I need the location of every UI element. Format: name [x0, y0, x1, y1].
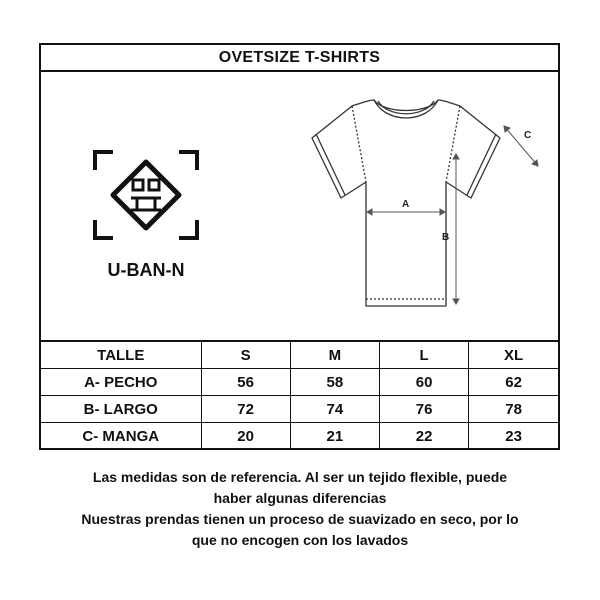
note-care: Nuestras prendas tienen un proceso de suavizado en seco, por lo que no encogen con los lavados — [81, 511, 519, 548]
table-cell: 60 — [380, 369, 469, 396]
table-cell: 62 — [469, 369, 558, 396]
dimension-c-label: C — [524, 130, 532, 141]
uban-logo-icon — [95, 152, 197, 238]
table-cell: 23 — [469, 423, 558, 450]
t-shirt-outline-icon — [266, 94, 556, 326]
dimension-a-label: A — [402, 199, 410, 210]
table-header-cell: S — [201, 342, 290, 369]
brand-logo — [91, 146, 201, 296]
dimension-b-label: B — [442, 232, 450, 243]
logo-text: U-BAN-N — [107, 260, 185, 280]
table-cell: 74 — [290, 396, 379, 423]
table-cell: 22 — [380, 423, 469, 450]
chart-title: OVETSIZE T-SHIRTS — [41, 45, 558, 72]
table-row — [41, 423, 558, 450]
row-label: A- PECHO — [41, 369, 201, 396]
table-header-cell: XL — [469, 342, 558, 369]
table-header-cell: L — [380, 342, 469, 369]
table-cell: 78 — [469, 396, 558, 423]
table-cell: 20 — [201, 423, 290, 450]
table-header-row — [41, 342, 558, 369]
size-chart — [39, 43, 560, 450]
table-cell: 56 — [201, 369, 290, 396]
row-label: B- LARGO — [41, 396, 201, 423]
table-row — [41, 369, 558, 396]
table-header-cell: TALLE — [41, 342, 201, 369]
table-cell: 72 — [201, 396, 290, 423]
note-reference: Las medidas son de referencia. Al ser un tejido flexible, puede haber algunas diferencias — [92, 469, 508, 506]
size-table — [41, 342, 558, 449]
table-cell: 76 — [380, 396, 469, 423]
table-cell: 58 — [290, 369, 379, 396]
notes — [0, 467, 600, 551]
table-header-cell: M — [290, 342, 379, 369]
row-label: C- MANGA — [41, 423, 201, 450]
table-row — [41, 396, 558, 423]
table-cell: 21 — [290, 423, 379, 450]
figure-area — [41, 72, 558, 342]
